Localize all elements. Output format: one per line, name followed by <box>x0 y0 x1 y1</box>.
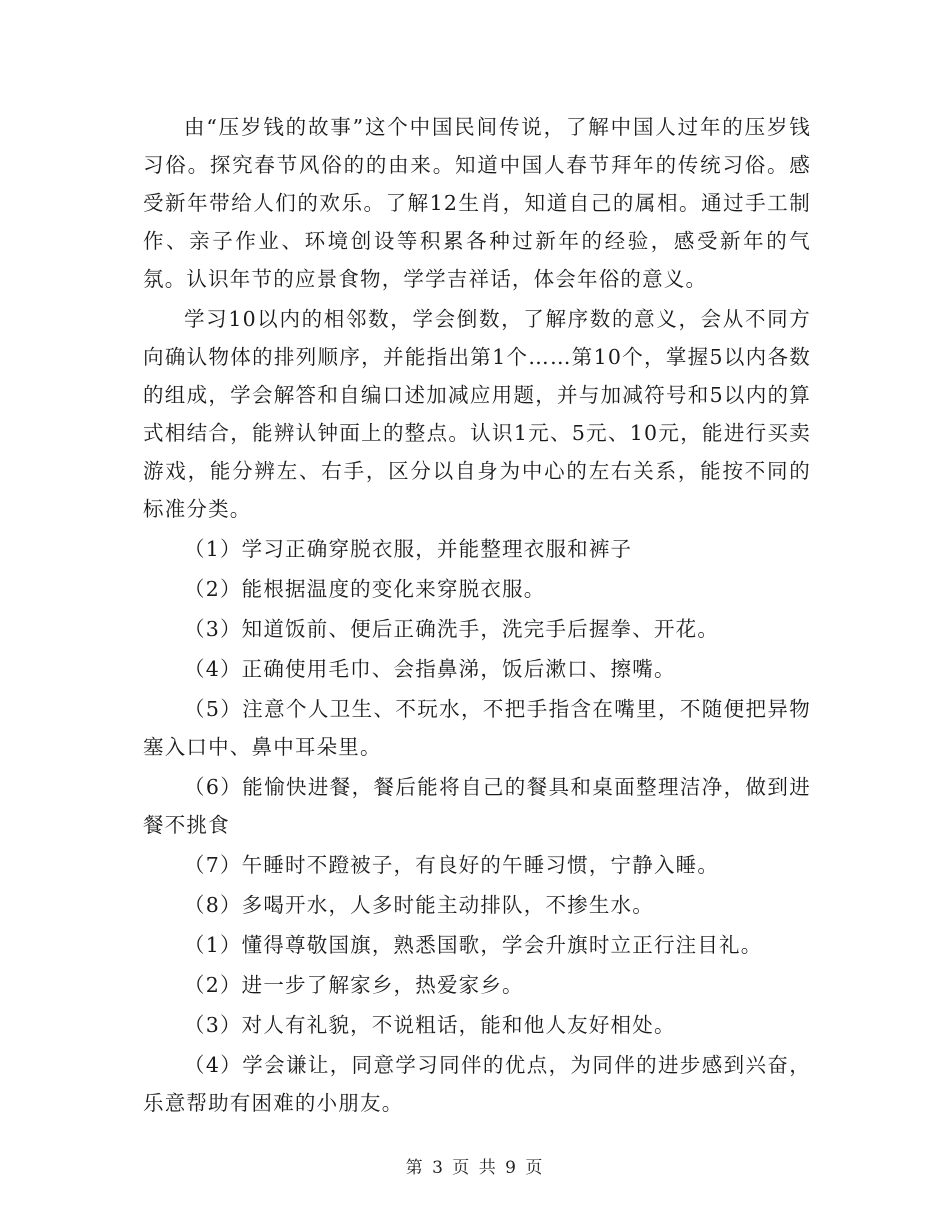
list-item: （3）知道饭前、便后正确洗手，洗完手后握拳、开花。 <box>184 617 720 641</box>
list-item: （4）学会谦让，同意学习同伴的优点，为同伴的进步感到兴奋，乐意帮助有困难的小朋友。 <box>143 1053 811 1115</box>
list-item: （2）能根据温度的变化来穿脱衣服。 <box>184 577 546 601</box>
list-item: （3）对人有礼貌，不说粗话，能和他人友好相处。 <box>184 1013 676 1037</box>
page-number-footer: 第 3 页 共 9 页 <box>405 1158 545 1178</box>
list-item: （1）学习正确穿脱衣服，并能整理衣服和裤子 <box>184 537 633 561</box>
paragraph: 由“压岁钱的故事”这个中国民间传说，了解中国人过年的压岁钱习俗。探究春节风俗的的由来。知道中国人春节拜年的传统习俗。感受新年带给人们的欢乐。了解12生肖，知道自己的属相。通过手工制作、亲子作业、环境创设等积累各种过新年的经验，感受新年的气氛。认识年节的应景食物，学学吉祥话，体会年俗的意义。 <box>143 115 811 291</box>
list-item: （6）能愉快进餐，餐后能将自己的餐具和桌面整理洁净，做到进餐不挑食 <box>143 775 811 837</box>
list-item: （8）多喝开水，人多时能主动排队，不掺生水。 <box>184 893 654 917</box>
paragraph: 学习10以内的相邻数，学会倒数，了解序数的意义，会从不同方向确认物体的排列顺序，并能指出第1个……第10个，掌握5以内各数的组成，学会解答和自编口述加减应用题，并与加减符号和5以内的算式相结合，能辨认钟面上的整点。认识1元、5元、10元，能进行买卖游戏，能分辨左、右手，区分以自身为中心的左右关系，能按不同的标准分类。 <box>143 307 811 521</box>
list-item: （7）午睡时不蹬被子，有良好的午睡习惯，宁静入睡。 <box>184 853 720 877</box>
document-body <box>143 108 811 1122</box>
list-item: （5）注意个人卫生、不玩水，不把手指含在嘴里，不随便把异物塞入口中、鼻中耳朵里。 <box>143 697 811 759</box>
list-item: （4）正确使用毛巾、会指鼻涕，饭后漱口、擦嘴。 <box>184 657 676 681</box>
list-item: （1）懂得尊敬国旗，熟悉国歌，学会升旗时立正行注目礼。 <box>184 933 763 957</box>
list-item: （2）进一步了解家乡，热爱家乡。 <box>184 973 524 997</box>
